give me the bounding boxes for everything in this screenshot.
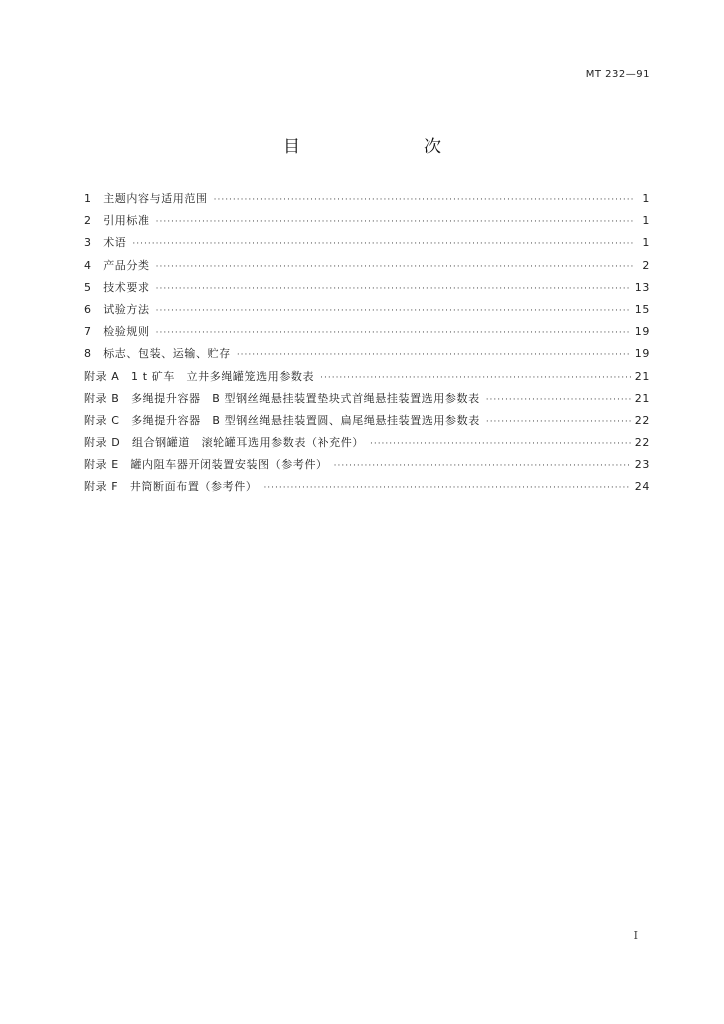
- toc-leader-dots: [156, 262, 634, 272]
- toc-entry[interactable]: [84, 412, 650, 434]
- toc-entry[interactable]: [84, 368, 650, 390]
- toc-entry-label: 3 术语: [84, 236, 127, 250]
- toc-leader-dots: [320, 373, 631, 383]
- toc-list: [84, 190, 650, 501]
- toc-leader-dots: [214, 195, 634, 205]
- toc-entry-label: 附录 F 井筒断面布置（参考件）: [84, 480, 258, 494]
- toc-entry-label: 5 技术要求: [84, 280, 150, 294]
- toc-entry-page: 22: [634, 413, 650, 427]
- toc-entry-label: 附录 C 多绳提升容器 B 型钢丝绳悬挂装置圆、扁尾绳悬挂装置选用参数表: [84, 413, 480, 427]
- toc-entry-page: 1: [642, 214, 650, 228]
- toc-entry-page: 19: [634, 347, 650, 361]
- toc-entry-page: 1: [642, 236, 650, 250]
- toc-entry-label: 6 试验方法: [84, 302, 150, 316]
- toc-entry[interactable]: [84, 257, 650, 279]
- toc-entry[interactable]: [84, 190, 650, 212]
- toc-leader-dots: [486, 395, 631, 405]
- toc-entry[interactable]: [84, 345, 650, 367]
- toc-leader-dots: [156, 284, 631, 294]
- toc-title: 目 次: [283, 137, 471, 157]
- toc-entry-label: 4 产品分类: [84, 258, 150, 272]
- toc-leader-dots: [486, 417, 631, 427]
- toc-leader-dots: [263, 483, 630, 493]
- toc-entry-page: 21: [634, 369, 650, 383]
- toc-entry-page: 15: [634, 302, 650, 316]
- toc-entry-page: 24: [634, 480, 650, 494]
- toc-leader-dots: [156, 328, 631, 338]
- toc-entry[interactable]: [84, 301, 650, 323]
- standard-code: MT 232—91: [585, 69, 650, 80]
- toc-leader-dots: [132, 239, 634, 249]
- toc-leader-dots: [237, 350, 631, 360]
- toc-leader-dots: [370, 439, 631, 449]
- toc-entry-page: 1: [642, 192, 650, 205]
- toc-entry[interactable]: [84, 234, 650, 256]
- toc-leader-dots: [156, 217, 634, 227]
- toc-entry-label: 1 主题内容与适用范围: [84, 192, 208, 205]
- toc-entry[interactable]: [84, 212, 650, 234]
- toc-entry-label: 8 标志、包装、运输、贮存: [84, 347, 231, 361]
- toc-entry-page: 2: [642, 258, 650, 272]
- toc-entry[interactable]: [84, 434, 650, 456]
- toc-entry-label: 附录 B 多绳提升容器 B 型钢丝绳悬挂装置垫块式首绳悬挂装置选用参数表: [84, 391, 480, 405]
- toc-entry[interactable]: [84, 390, 650, 412]
- toc-entry-page: 19: [634, 325, 650, 339]
- toc-entry[interactable]: [84, 279, 650, 301]
- toc-entry-page: 13: [634, 280, 650, 294]
- toc-entry[interactable]: [84, 456, 650, 478]
- toc-leader-dots: [334, 461, 631, 471]
- toc-entry-page: 23: [634, 458, 650, 472]
- toc-entry[interactable]: [84, 323, 650, 345]
- toc-entry-label: 7 检验规则: [84, 325, 150, 339]
- toc-entry-label: 2 引用标准: [84, 214, 150, 228]
- toc-leader-dots: [156, 306, 631, 316]
- toc-entry-label: 附录 D 组合钢罐道 滚轮罐耳选用参数表（补充件）: [84, 436, 364, 450]
- toc-entry-label: 附录 A 1 t 矿车 立井多绳罐笼选用参数表: [84, 369, 315, 383]
- toc-entry-label: 附录 E 罐内阻车器开闭装置安装图（参考件）: [84, 458, 328, 472]
- toc-entry-page: 21: [634, 391, 650, 405]
- toc-entry-page: 22: [634, 436, 650, 450]
- page-number: I: [633, 929, 638, 942]
- toc-entry[interactable]: [84, 478, 650, 500]
